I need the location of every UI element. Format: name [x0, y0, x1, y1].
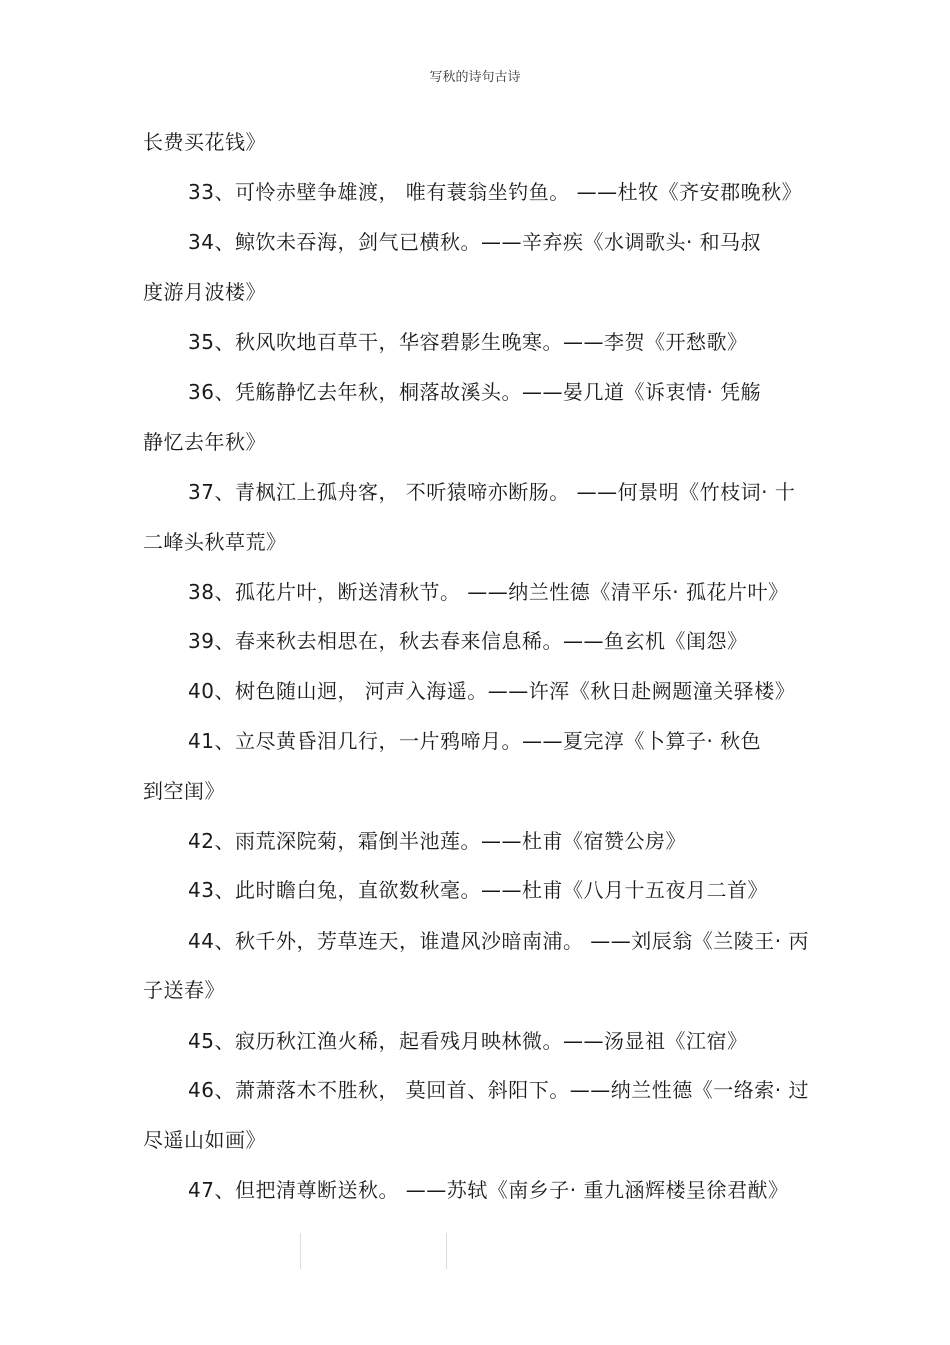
text-line: 45、寂历秋江渔火稀，起看残月映林微。——汤显祖《江宿》	[188, 1029, 748, 1053]
text-line: 36、凭觞静忆去年秋，桐落故溪头。——晏几道《诉衷情· 凭觞	[188, 380, 762, 404]
text-line: 静忆去年秋》	[143, 430, 266, 454]
text-line: 47、但把清尊断送秋。 ——苏轼《南乡子· 重九涵辉楼呈徐君猷》	[188, 1178, 789, 1202]
text-line: 39、春来秋去相思在，秋去春来信息稀。——鱼玄机《闺怨》	[188, 629, 748, 653]
text-line: 34、鲸饮未吞海，剑气已横秋。——辛弃疾《水调歌头· 和马叔	[188, 230, 762, 254]
text-line: 43、此时瞻白兔，直欲数秋毫。——杜甫《八月十五夜月二首》	[188, 878, 768, 902]
text-line: 35、秋风吹地百草干，华容碧影生晚寒。——李贺《开愁歌》	[188, 330, 748, 354]
text-line: 33、可怜赤壁争雄渡， 唯有蓑翁坐钓鱼。 ——杜牧《齐安郡晚秋》	[188, 180, 803, 204]
text-line: 41、立尽黄昏泪几行，一片鸦啼月。——夏完淳《卜算子· 秋色	[188, 729, 762, 753]
footer-divider-right	[446, 1233, 447, 1269]
text-line: 40、树色随山迥， 河声入海遥。——许浑《秋日赴阙题潼关驿楼》	[188, 679, 796, 703]
footer-divider-left	[300, 1233, 301, 1269]
text-line: 长费买花钱》	[143, 130, 266, 154]
text-line: 42、雨荒深院菊，霜倒半池莲。——杜甫《宿赞公房》	[188, 829, 686, 853]
text-line: 尽遥山如画》	[143, 1128, 266, 1152]
text-line: 46、萧萧落木不胜秋， 莫回首、斜阳下。——纳兰性德《一络索· 过	[188, 1078, 810, 1102]
text-line: 度游月波楼》	[143, 280, 266, 304]
text-line: 到空闺》	[143, 779, 225, 803]
text-line: 44、秋千外，芳草连天，谁遣风沙暗南浦。 ——刘辰翁《兰陵王· 丙	[188, 929, 810, 953]
page-header-title: 写秋的诗句古诗	[429, 70, 521, 85]
text-line: 二峰头秋草荒》	[143, 530, 287, 554]
text-line: 38、孤花片叶，断送清秋节。 ——纳兰性德《清平乐· 孤花片叶》	[188, 580, 789, 604]
text-line: 子送春》	[143, 978, 225, 1002]
text-line: 37、青枫江上孤舟客， 不听猿啼亦断肠。 ——何景明《竹枝词· 十	[188, 480, 796, 504]
